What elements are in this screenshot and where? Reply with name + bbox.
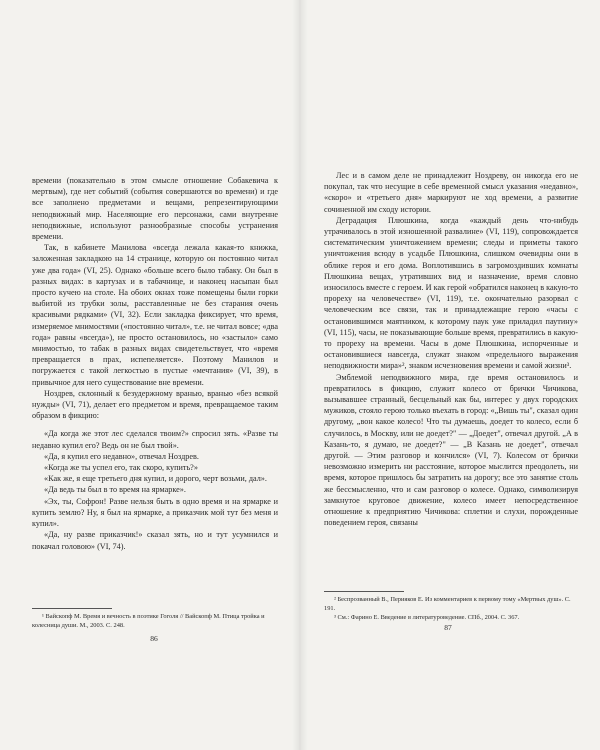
dialogue-line-7: «Да, ну разве приказчик!» сказал зять, но и тут усумнился и покачал головою» (VI, 74). <box>32 530 278 551</box>
left-footnote-1: ¹ Вайскопф М. Время и вечность в поэтике Гоголя // Вайскопф М. Птица тройка и колесница души. М., 2003. С. 248. <box>32 613 265 629</box>
dialogue-line-3: «Когда же ты успел его, так скоро, купить?» <box>44 463 198 473</box>
footnote-rule <box>324 591 404 592</box>
left-footnotes <box>32 608 278 631</box>
left-body-text <box>32 175 278 552</box>
right-footnote-1: ² Беспрозванный В., Перияков Е. Из комментариев к первому тому «Мертвых душ». С. 191. <box>324 596 571 612</box>
footnote-rule <box>32 608 112 609</box>
right-body-text <box>324 170 578 529</box>
right-page-number: 87 <box>444 623 452 632</box>
left-paragraph-1: времени (показательно в этом смысле отношение Собакевича к мертвым), где нет событий (события совершаются во времени) и где все заполнено предметами и вещами, репрезентирующими неподвижный мир. Населяющие его персонажи, сами внутренне неподвижные, используют разнообразные способы устранения времени. <box>32 176 278 242</box>
dialogue-line-4: «Как же, я еще третьего дня купил, и дорого, черт возьми, дал». <box>44 474 267 484</box>
left-paragraph-2: Так, в кабинете Манилова «всегда лежала какая-то книжка, заложенная закладкою на 14 странице, которую он постоянно читал уже два года» (VI, 25). Однако «больше всего было табаку. Он был в разных видах: в картузах и в табачнице, и наконец насыпан был просто кучею на столе. На обоих окнах тоже помещены были горки выбитой из трубки золы, расставленные не без старания очень красивыми рядками» (VI, 32). Если закладка фиксирует, что время, измеряемое мнимостями («постоянно читал», т.е. не читал вовсе; «два года» равны «всегда»), не просто остановилось, но «застыло» само мнимостью, то табак в разных видах свидетельствует, что «время превращается в прах, испепеляется». Поэтому Манилов и погружается с такой легкостью в пустые «мечтания» (VI, 39), в привычное для него существование вне времени. <box>32 243 279 387</box>
book-gutter <box>292 0 308 750</box>
right-footnote-2: ³ См.: Фарино Е. Введение в литературоведение. СПб., 2004. С. 367. <box>334 614 520 622</box>
left-page-number: 86 <box>150 634 158 643</box>
dialogue-line-2: «Да, я купил его недавно», отвечал Ноздрев. <box>44 451 199 461</box>
right-footnotes <box>324 591 578 624</box>
right-paragraph-2: Деградация Плюшкина, когда «каждый день что-нибудь утрачивалось в этой изношенной развалине» (VI, 119), сопровождается систематическим уничтожением времени; следы и приметы такого уничтожения всюду в усадьбе Плюшкина, слишком очевидны они в облике героя и его дома. Воплотившись в загромоздивших комнаты Плюшкина вещах, утративших вид и назначение, время словно износилось вместе с героем. И как герой «обратился наконец в какую-то прореху на человечестве» (VI, 119), т.е. окончательно разорвал с человеческим все связи, так и принадлежащие герою «часы с остановившимся маятником, к которому паук уже приладил паутину» (VI, 115), часы, не показывающие больше время, превратились в какую-то прореху на времени. Часы в доме Плюшкина, испорченные и остановившиеся навсегда, служат знаком «предельного выражения неподвижности мира»², знаком исчезновения времени и самой жизни³. <box>324 215 578 371</box>
right-page <box>300 0 600 750</box>
right-paragraph-3: Эмблемой неподвижного мира, где время остановилось и превратилось в фикцию, служит колесо от брички Чичикова, вызывавшее странный, бесцельный как бы, интерес у двух городских мужиков, стояло герою только въехать в город: «„Вишь ты", сказал один другому, „вон какое колесо! Что ты думаешь, доедет то колесо, если б случилось, в Москву, или не доедет?" — „Доедет", отвечал другой. „А в Казань-то, я думаю, не доедет?" — „В Казань не доедет", отвечал другой. — Этим разговор и кончился» (VI, 7). Колесом от брички невозможно измерить ни расстояние, которое мыслится преодолеть, ни время, которое пришлось бы затратить на дорогу; все это занятие столь же бессмысленно, что и сам разговор о колесе. Однако, символизируя замкнутое круговое движение, колесо имеет непосредственное отношение к предприятию Чичикова: сплетни и слухи, порожденные поведением героя, связаны <box>324 372 578 528</box>
dialogue-line-6: «Эх, ты, Софрон! Разве нельзя быть в одно время и на ярмарке и купить землю? Ну, я был на ярмарке, а приказчик мой тут без меня и купил». <box>32 496 278 529</box>
dialogue-line-1: «Да когда же этот лес сделался твоим?» спросил зять. «Разве ты недавно купил его? Ведь он не был твой». <box>32 429 278 450</box>
right-paragraph-1: Лес и в самом деле не принадлежит Ноздреву, он никогда его не покупал, так что несущие в себе временной смысл указания «недавно», «скоро» и «третьего дня» маркируют не ход времени, а развитие сочиненной им сходу истории. <box>324 171 578 214</box>
dialogue-line-5: «Да ведь ты был в то время на ярмарке». <box>44 485 186 495</box>
left-paragraph-3: Ноздрев, склонный к безудержному вранью, вранью «без всякой нужды» (VI, 71), делает его предметом и время, превращаемое таким образом в фикцию: <box>32 388 278 421</box>
